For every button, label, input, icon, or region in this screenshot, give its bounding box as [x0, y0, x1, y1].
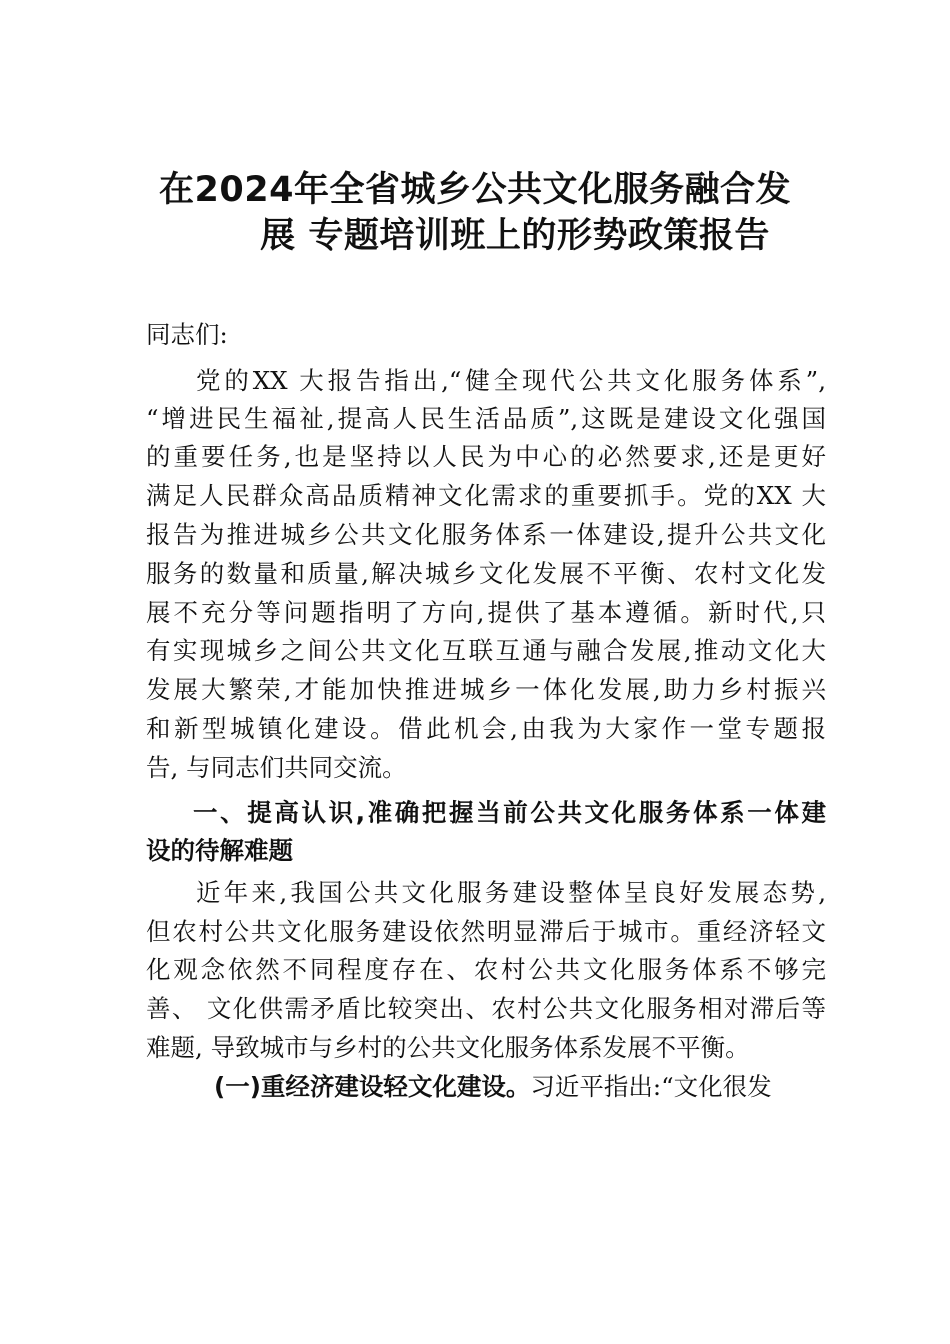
paragraph-1-line: 发展大繁荣,才能加快推进城乡一体化发展,助力乡村振兴 — [146, 675, 826, 704]
salutation: 同志们: — [146, 320, 228, 349]
paragraph-2-line: 善、 文化供需矛盾比较突出、农村公共文化服务相对滞后等 — [146, 994, 826, 1023]
subheading-1 — [214, 1068, 826, 1106]
paragraph-1-line: 满足人民群众高品质精神文化需求的重要抓手。党的XX 大 — [146, 481, 826, 510]
paragraph-1-line: 党的XX 大报告指出,“健全现代公共文化服务体系”, — [196, 366, 826, 395]
subheading-1-bold: (一)重经济建设轻文化建设。 — [214, 1072, 531, 1101]
paragraph-1-line: 的重要任务,也是坚持以人民为中心的必然要求,还是更好 — [146, 442, 826, 471]
section-heading-1-line-2: 设的待解难题 — [146, 836, 293, 865]
paragraph-2-line: 但农村公共文化服务建设依然明显滞后于城市。重经济轻文 — [146, 917, 826, 946]
paragraph-1-line: 和新型城镇化建设。借此机会,由我为大家作一堂专题报 — [146, 714, 826, 743]
paragraph-2-line: 化观念依然不同程度存在、农村公共文化服务体系不够完 — [146, 955, 826, 984]
section-heading-1-line-1: 一、提高认识,准确把握当前公共文化服务体系一体建 — [193, 798, 826, 827]
paragraph-1-line: “增进民生福祉,提高人民生活品质”,这既是建设文化强国 — [146, 404, 826, 433]
document-title-line-2: 展 专题培训班上的形势政策报告 — [260, 216, 770, 256]
paragraph-2-line: 难题, 导致城市与乡村的公共文化服务体系发展不平衡。 — [146, 1033, 750, 1062]
paragraph-1-line: 有实现城乡之间公共文化互联互通与融合发展,推动文化大 — [146, 636, 826, 665]
paragraph-1-line: 展不充分等问题指明了方向,提供了基本遵循。新时代,只 — [146, 598, 826, 627]
paragraph-1-line: 报告为推进城乡公共文化服务体系一体建设,提升公共文化 — [146, 520, 826, 549]
paragraph-1-line: 告, 与同志们共同交流。 — [146, 753, 407, 782]
document-title-line-1: 在2024年全省城乡公共文化服务融合发 — [159, 170, 791, 210]
paragraph-2-line: 近年来,我国公共文化服务建设整体呈良好发展态势, — [196, 878, 826, 907]
paragraph-1-line: 服务的数量和质量,解决城乡文化发展不平衡、农村文化发 — [146, 559, 826, 588]
subheading-1-text: 习近平指出:“文化很发 — [530, 1072, 772, 1101]
